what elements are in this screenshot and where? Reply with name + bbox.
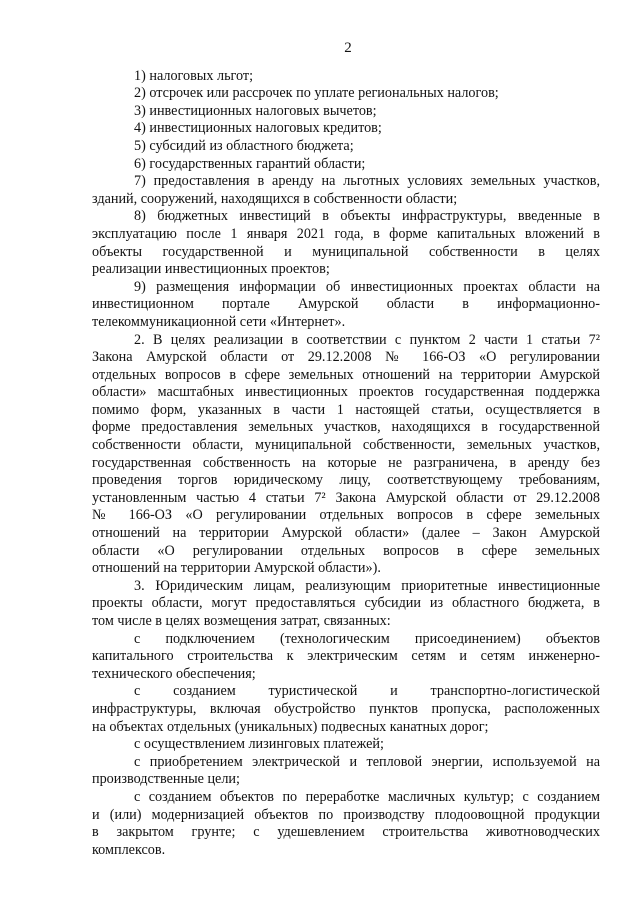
text-line: инфраструктуры, включая обустройство пунктов пропуска, расположенных	[92, 700, 600, 717]
text-line: 2) отсрочек или рассрочек по уплате региональных налогов;	[134, 85, 499, 102]
text-line: государственная собственность на которые не разграничена, в аренду без	[92, 454, 600, 471]
text-line: с осуществлением лизинговых платежей;	[134, 736, 384, 753]
text-line: том числе в целях возмещения затрат, связанных:	[92, 613, 391, 629]
text-line: и (или) модернизацией объектов по производству плодоовощной продукции	[92, 806, 600, 823]
text-line: 3) инвестиционных налоговых вычетов;	[134, 102, 377, 119]
text-line: 1) налоговых льгот;	[134, 67, 254, 84]
text-line: комплексов.	[92, 841, 166, 858]
text-line: 2. В целях реализации в соответствии с пунктом 2 части 1 статьи 7²	[134, 331, 600, 348]
text-line: 6) государственных гарантий области;	[134, 155, 366, 172]
text-line: собственности области, муниципальной собственности, земельных участков,	[92, 437, 600, 454]
text-line: 3. Юридическим лицам, реализующим приоритетные инвестиционные	[134, 577, 600, 594]
text-line: капитального строительства к электрическим сетям и сетям инженерно-	[92, 648, 600, 665]
text-line: технического обеспечения;	[92, 665, 256, 682]
text-line: эксплуатацию после 1 января 2021 года, в форме капитальных вложений в	[92, 225, 600, 242]
text-line: отношений на территории Амурской области»).	[92, 560, 381, 577]
text-line: форме предоставления земельных участков, находящихся в государственной	[92, 419, 600, 436]
text-line: в закрытом грунте; с удешевлением строительства животноводческих	[92, 824, 600, 841]
page-number: 2	[344, 40, 352, 56]
text-line: с созданием туристической и транспортно-логистической	[134, 683, 600, 700]
text-line: проведения торгов юридическому лицу, соответствующему требованиям,	[92, 472, 600, 489]
text-line: с подключением (технологическим присоединением) объектов	[134, 630, 600, 647]
text-line: инвестиционном портале Амурской области в информационно-	[92, 296, 600, 313]
text-line: производственные цели;	[92, 771, 240, 788]
text-line: зданий, сооружений, находящихся в собственности области;	[92, 190, 458, 207]
text-line: с созданием объектов по переработке масличных культур; с созданием	[134, 788, 600, 805]
text-line: установленным частью 4 статьи 7² Закона Амурской области от 29.12.2008	[92, 489, 600, 506]
text-line: объекты государственной и муниципальной собственности в целях	[92, 243, 600, 260]
text-line: 7) предоставления в аренду на льготных условиях земельных участков,	[134, 173, 600, 190]
text-line: 8) бюджетных инвестиций в объекты инфраструктуры, введенные в	[134, 208, 600, 225]
text-line: области «О регулировании отдельных вопросов в сфере земельных	[92, 542, 600, 559]
text-line: проекты области, могут предоставляться субсидии из областного бюджета, в	[92, 595, 600, 612]
text-line: реализации инвестиционных проектов;	[92, 261, 330, 278]
text-line: Закона Амурской области от 29.12.2008 № 166-ОЗ «О регулировании	[92, 349, 600, 366]
text-line: помимо форм, указанных в части 1 настоящей статьи, осуществляется в	[92, 401, 600, 418]
document-body	[92, 68, 600, 860]
text-line: телекоммуникационной сети «Интернет».	[92, 313, 346, 330]
text-line: с приобретением электрической и тепловой энергии, используемой на	[134, 753, 600, 770]
text-line: 9) размещения информации об инвестиционных проектах области на	[134, 278, 600, 295]
text-line: 4) инвестиционных налоговых кредитов;	[134, 120, 382, 137]
text-line: области» масштабных инвестиционных проектов государственная поддержка	[92, 384, 600, 401]
text-line: на объектах отдельных (уникальных) подвесных канатных дорог;	[92, 718, 489, 735]
text-line: 5) субсидий из областного бюджета;	[134, 137, 354, 154]
text-line: отношений на территории Амурской области» (далее – Закон Амурской	[92, 525, 600, 542]
text-line: отдельных вопросов в сфере земельных отношений на территории Амурской	[92, 366, 600, 383]
text-line: № 166-ОЗ «О регулировании отдельных вопросов в сфере земельных	[92, 507, 600, 524]
